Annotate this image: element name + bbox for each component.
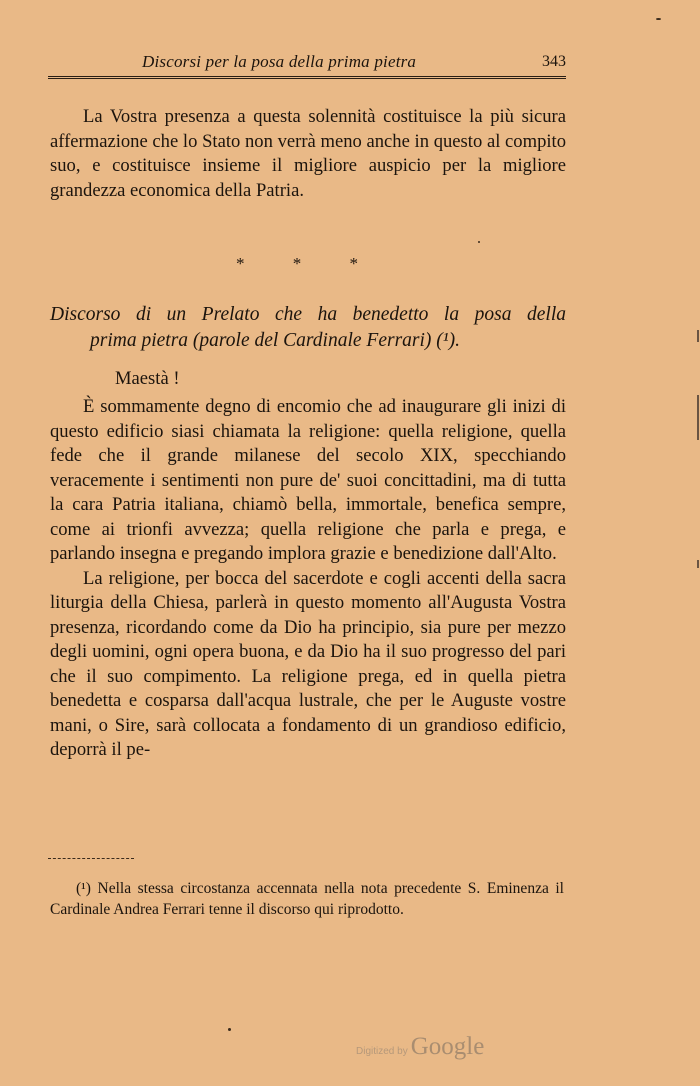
- scan-edge-mark: [697, 395, 699, 440]
- salutation: Maestà !: [115, 368, 180, 389]
- running-head: [48, 52, 566, 74]
- scan-edge-mark: [697, 330, 699, 342]
- ink-speck: [228, 1028, 231, 1031]
- speech-heading-line-2: prima pietra (parole del Cardinale Ferrari) (¹).: [90, 330, 460, 351]
- running-head-title: Discorsi per la posa della prima pietra: [142, 52, 417, 71]
- ink-speck: [656, 18, 661, 20]
- speech-heading-line-1: Discorso di un Prelato che ha benedetto la posa della: [50, 304, 566, 325]
- page-number: 343: [542, 53, 566, 70]
- scan-edge-mark: [697, 560, 699, 568]
- closing-paragraph: [50, 105, 566, 203]
- footnote: (¹) Nella stessa circostanza accennata nella nota precedente S. Eminenza il Cardinale Andrea Ferrari tenne il discorso qui riprodotto.: [50, 880, 564, 918]
- speech-heading: [50, 302, 566, 354]
- speech-paragraph-2: La religione, per bocca del sacerdote e cogli accenti della sacra liturgia della Chiesa, parlerà in questo momento all'Augusta Vostra presenza, ricordando come da Dio ha principio, sia pure per mezzo degli uomini, ogni opera buona, e da Dio ha il suo progresso del pari che il suo compimento. La religione prega, ed in quella pietra benedetta e cosparsa dall'acqua lustrale, che per le Auguste vostre mani, o Sire, sarà collocata a fondamento di un grandioso edificio, deporrà il pe-: [50, 567, 566, 760]
- ink-speck: [478, 241, 480, 243]
- watermark-prefix: Digitized by: [356, 1046, 408, 1057]
- speech-body: [50, 395, 566, 763]
- header-rule: [48, 76, 566, 79]
- watermark-brand: Google: [410, 1033, 485, 1060]
- digitization-watermark: [356, 1033, 484, 1061]
- paragraph-text: La Vostra presenza a questa solennità costituisce la più sicura affermazione che lo Stato non verrà meno anche in questo al compito suo, e costituisce insieme il migliore auspicio per la migliore grandezza economica della Patria.: [50, 106, 566, 201]
- section-break-asterisks: * * *: [236, 254, 380, 273]
- footnote-separator: [48, 858, 134, 859]
- speech-paragraph-1: È sommamente degno di encomio che ad inaugurare gli inizi di questo edificio siasi chiamata la religione: quella religione, quella fede che il grande milanese del secolo XIX, specchiando veracemente i sentimenti non pure de' suoi concittadini, ma di tutta la cara Patria italiana, chiamò bella, immortale, benefica sempre, come ai trionfi avvezza; quella religione che parla e prega, e parlando insegna e pregando implora grazie e benedizione dall'Alto.: [50, 396, 566, 564]
